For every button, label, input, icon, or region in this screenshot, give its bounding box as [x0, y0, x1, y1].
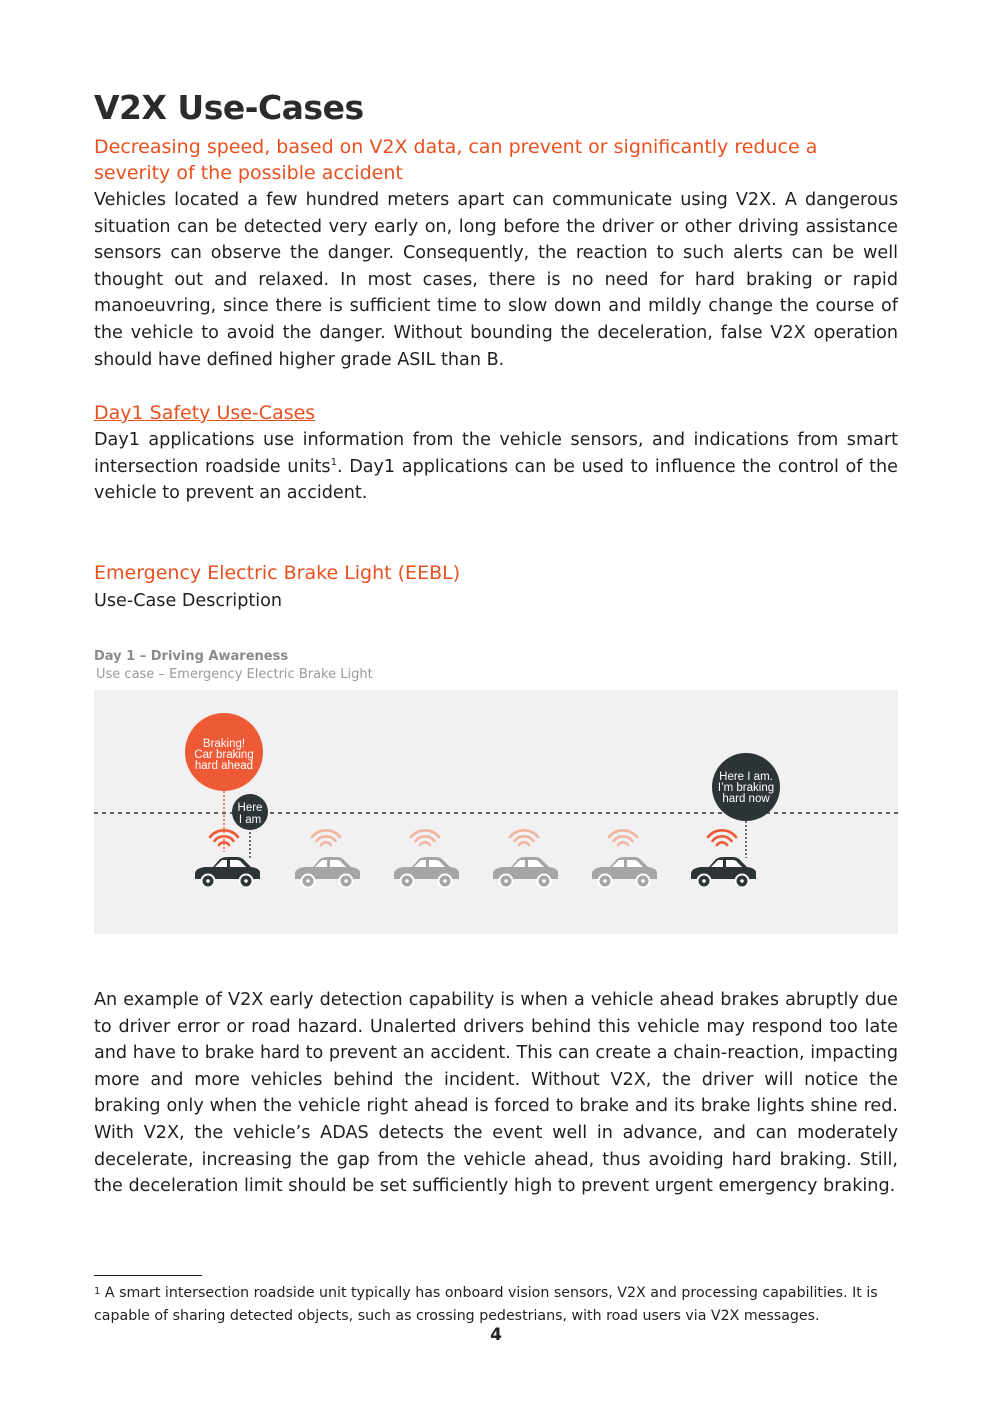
day1-paragraph-text-a: Day1 applications use information from the vehicle sensors, and indications from smart intersection roadside units: [94, 430, 898, 477]
right-bubble-line2: I’m braking: [717, 782, 775, 794]
right-bubble-line1: Here I am.: [719, 771, 773, 783]
braking-bubble-line3: hard ahead: [194, 760, 254, 772]
footnote: [94, 1282, 898, 1327]
here-bubble-line2: I am: [238, 814, 262, 826]
footnote-divider: [94, 1275, 202, 1276]
page-number: 4: [490, 1325, 502, 1345]
day1-paragraph: [94, 427, 898, 507]
day1-paragraph-text-b: . Day1 applications can be used to influence the control of the vehicle to prevent an accident.: [94, 456, 899, 504]
car-4-grey: [493, 830, 558, 888]
page-title: V2X Use-Cases: [94, 88, 364, 127]
braking-alert-bubble: [185, 713, 263, 791]
figure-caption-subtitle: Use case – Emergency Electric Brake Light: [96, 667, 373, 682]
here-bubble-line1: Here: [237, 802, 263, 814]
car-2-grey: [295, 830, 360, 888]
car-5-grey: [592, 830, 657, 888]
footnote-number: 1: [94, 1286, 101, 1297]
footnote-reference[interactable]: 1: [330, 456, 337, 468]
eebl-heading: Emergency Electric Brake Light (EEBL): [94, 562, 461, 584]
car-1-dark: [195, 830, 260, 888]
eebl-paragraph: An example of V2X early detection capability is when a vehicle ahead brakes abruptly due to driver error or road hazard. Unalerted drivers behind this vehicle may respond too late and have to brake hard to prevent an accident. This can create a chain-reaction, impacting more and more vehicles behind the incident. Without V2X, the driver will notice the braking only when the vehicle right ahead is forced to brake and its brake lights shine red. With V2X, the vehicle’s ADAS detects the event well in advance, and can moderately decelerate, increasing the gap from the vehicle ahead, thus avoiding hard braking. Still, the deceleration limit should be set sufficiently high to prevent urgent emergency braking.: [94, 990, 898, 1197]
eebl-illustration: [94, 690, 898, 934]
braking-now-bubble: [712, 753, 780, 821]
subheading: Decreasing speed, based on V2X data, can prevent or significantly reduce a severity of the possible accident: [94, 136, 818, 184]
here-i-am-bubble: [232, 794, 268, 830]
figure-caption-title: Day 1 – Driving Awareness: [94, 649, 289, 664]
footnote-text: A smart intersection roadside unit typically has onboard vision sensors, V2X and processing capabilities. It is capable of sharing detected objects, such as crossing pedestrians, with road users via V2X messages.: [94, 1285, 878, 1324]
car-3-grey: [394, 830, 459, 888]
car-6-dark: [691, 830, 756, 888]
right-bubble-line3: hard now: [722, 793, 770, 805]
use-case-description-heading: Use-Case Description: [94, 591, 283, 611]
day1-safety-heading-link[interactable]: Day1 Safety Use-Cases: [94, 402, 316, 424]
braking-bubble-line1: Braking!: [202, 738, 246, 750]
braking-bubble-line2: Car braking: [194, 749, 254, 761]
eebl-diagram-svg: [94, 690, 898, 934]
intro-paragraph: Vehicles located a few hundred meters apart can communicate using V2X. A dangerous situation can be detected very early on, long before the driver or other driving assistance sensors can observe the danger. Consequently, the reaction to such alerts can be well thought out and relaxed. In most cases, there is no need for hard braking or rapid manoeuvring, since there is sufficient time to slow down and mildly change the course of the vehicle to avoid the danger. Without bounding the deceleration, false V2X operation should have defined higher grade ASIL than B.: [94, 190, 898, 370]
